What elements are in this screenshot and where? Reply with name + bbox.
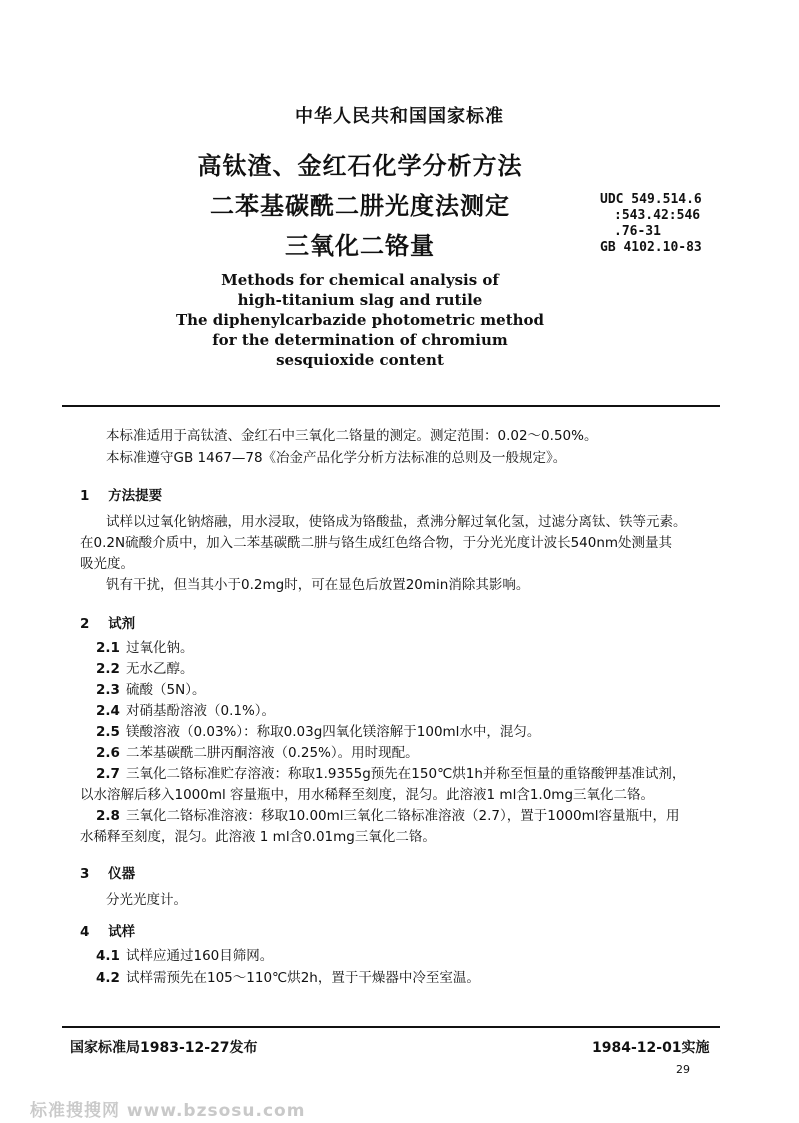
section-1-para2: 钒有干扰，但当其小于0.2mg时，可在显色后放置20min消除其影响。: [106, 577, 530, 593]
reagent-number: 2.4: [96, 703, 120, 719]
section-1-para1-line-3: 吸光度。: [80, 556, 134, 572]
reagent-text: 二苯基碳酰二肼丙酮溶液（0.25%）。用时现配。: [126, 745, 419, 761]
section-2-heading: [80, 612, 135, 632]
english-title-line-1: Methods for chemical analysis of: [221, 271, 499, 289]
english-title-line-4: for the determination of chromium: [212, 331, 508, 349]
section-2-title: 试剂: [108, 616, 136, 632]
sample-text: 试样需预先在105～110℃烘2h，置于干燥器中冷至室温。: [126, 970, 480, 986]
english-title-line-3: The diphenylcarbazide photometric method: [175, 311, 545, 329]
issue-date: 国家标准局1983-12-27发布: [70, 1040, 258, 1056]
reagent-2-1: [96, 638, 194, 658]
section-4-heading: [80, 920, 135, 940]
reagent-2-8-line-2: 水稀释至刻度，混匀。此溶液 1 ml含0.01mg三氧化二铬。: [80, 829, 436, 845]
section-3-heading: [80, 862, 135, 882]
title-line-2: 二苯基碳酰二肼光度法测定: [210, 192, 510, 220]
reagent-2-7-line-1: [96, 764, 685, 784]
section-3-number: 3: [80, 866, 90, 882]
section-1-para1-line-1: 试样以过氧化钠熔融，用水浸取，使铬成为铬酸盐，煮沸分解过氧化氢，过滤分离钛、铁等元素。: [106, 514, 687, 530]
sample-4-1: [96, 946, 273, 966]
issuer-header: 中华人民共和国国家标准: [295, 106, 504, 127]
section-3-text: 分光光度计。: [106, 892, 187, 908]
sample-text: 试样应通过160目筛网。: [126, 948, 274, 964]
reagent-number: 2.8: [96, 808, 120, 824]
header-divider: [62, 405, 720, 407]
reagent-text: 无水乙醇。: [126, 661, 194, 677]
english-title-line-5: sesquioxide content: [276, 351, 444, 369]
intro-scope: 本标准适用于高钛渣、金红石中三氧化二铬量的测定。测定范围：0.02～0.50%。: [106, 428, 598, 444]
section-2-number: 2: [80, 616, 90, 632]
reagent-2-2: [96, 659, 194, 679]
section-1-number: 1: [80, 488, 90, 504]
section-3-title: 仪器: [108, 866, 136, 882]
reagent-text: 三氧化二铬标准贮存溶液：称取1.9355g预先在150℃烘1h并称至恒量的重铬酸钾基准试剂，: [126, 766, 686, 782]
reagent-2-5: [96, 722, 540, 742]
reagent-text: 过氧化钠。: [126, 640, 194, 656]
udc-line-2: :543.42:546: [614, 208, 701, 223]
page-number: 29: [676, 1063, 690, 1076]
reagent-2-6: [96, 743, 419, 763]
reagent-text: 对硝基酚溶液（0.1%）。: [126, 703, 276, 719]
reagent-2-4: [96, 701, 275, 721]
reagent-number: 2.6: [96, 745, 120, 761]
title-line-1: 高钛渣、金红石化学分析方法: [197, 152, 523, 180]
section-1-para1-line-2: 在0.2N硫酸介质中，加入二苯基碳酰二肼与铬生成红色络合物，于分光光度计波长540nm处测量其: [80, 535, 673, 551]
reagent-number: 2.1: [96, 640, 120, 656]
sample-number: 4.2: [96, 970, 120, 986]
reagent-2-7-line-2: 以水溶解后移入1000ml 容量瓶中，用水稀释至刻度，混匀。此溶液1 ml含1.0mg三氧化二铬。: [80, 787, 655, 803]
footer-divider: [62, 1026, 720, 1028]
gb-number: GB 4102.10-83: [600, 240, 702, 255]
sample-4-2: [96, 968, 480, 988]
effective-date: 1984-12-01实施: [592, 1040, 710, 1056]
reagent-number: 2.2: [96, 661, 120, 677]
reagent-number: 2.7: [96, 766, 120, 782]
reagent-2-8-line-1: [96, 806, 680, 826]
udc-line-1: UDC 549.514.6: [600, 192, 702, 207]
section-4-number: 4: [80, 924, 90, 940]
english-title-line-2: high-titanium slag and rutile: [237, 291, 483, 309]
title-line-3: 三氧化二铬量: [285, 232, 435, 260]
reagent-2-3: [96, 680, 205, 700]
sample-number: 4.1: [96, 948, 120, 964]
intro-compliance: 本标准遵守GB 1467—78《冶金产品化学分析方法标准的总则及一般规定》。: [106, 450, 567, 466]
reagent-text: 镁酸溶液（0.03%）：称取0.03g四氧化镁溶解于100ml水中，混匀。: [126, 724, 541, 740]
section-4-title: 试样: [108, 924, 136, 940]
section-1-heading: [80, 484, 162, 504]
section-1-title: 方法提要: [108, 488, 163, 504]
reagent-text: 三氧化二铬标准溶液：移取10.00ml三氧化二铬标准溶液（2.7），置于1000ml容量瓶中，用: [126, 808, 680, 824]
reagent-text: 硫酸（5N）。: [126, 682, 206, 698]
reagent-number: 2.3: [96, 682, 120, 698]
reagent-number: 2.5: [96, 724, 120, 740]
udc-line-3: .76-31: [614, 224, 661, 239]
watermark: 标准搜搜网 www.bzsosu.com: [30, 1101, 306, 1121]
